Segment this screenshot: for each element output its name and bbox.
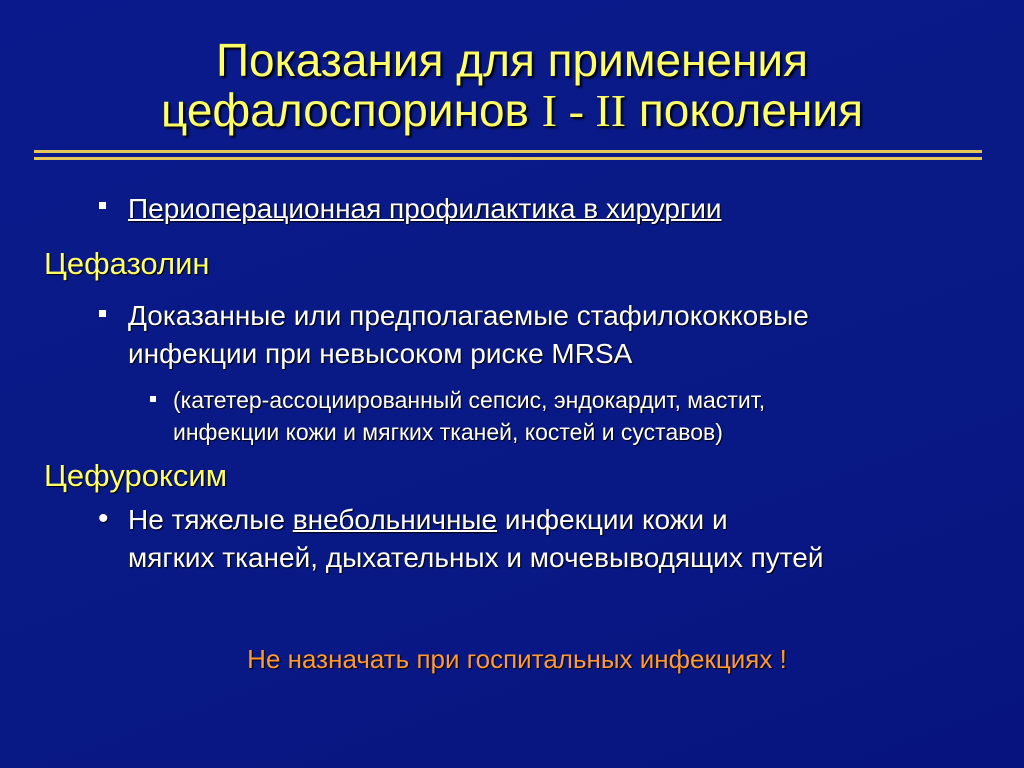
slide-title-line2	[0, 84, 1024, 137]
round-bullet-icon: •	[98, 502, 109, 535]
small-square-bullet-icon	[150, 396, 156, 402]
item-staph-infections-line2: инфекции при невысоком риске MRSA	[128, 338, 633, 369]
title-roman-numerals: I - II	[541, 85, 627, 136]
item-community-infections-line2: мягких тканей, дыхательных и мочевыводящих путей	[128, 542, 824, 573]
item3-part-a: Не тяжелые	[128, 504, 293, 535]
title-divider-top	[34, 150, 982, 153]
slide-title-line1: Показания для применения	[215, 34, 809, 86]
subitem-examples-line1: (катетер-ассоциированный сепсис, эндокардит, мастит,	[173, 387, 766, 413]
title-divider-bottom	[34, 157, 982, 160]
square-bullet-icon	[99, 310, 106, 317]
heading-cefuroxime: Цефуроксим	[44, 458, 228, 493]
item3-part-b: инфекции кожи и	[497, 504, 728, 535]
heading-cefazolin: Цефазолин	[44, 246, 210, 281]
square-bullet-icon	[99, 202, 106, 209]
title-part-b: поколения	[626, 84, 863, 136]
item-perioperative-prophylaxis: Периоперационная профилактика в хирургии	[128, 193, 722, 224]
item3-underlined-community: внебольничные	[292, 504, 498, 535]
warning-hospital-infections: Не назначать при госпитальных инфекциях !	[247, 644, 787, 674]
title-part-a: цефалоспоринов	[161, 84, 542, 136]
item-community-infections-line1	[128, 503, 728, 537]
subitem-examples-line2: инфекции кожи и мягких тканей, костей и суставов)	[173, 419, 723, 445]
item-staph-infections-line1: Доказанные или предполагаемые стафилококковые	[128, 300, 809, 331]
